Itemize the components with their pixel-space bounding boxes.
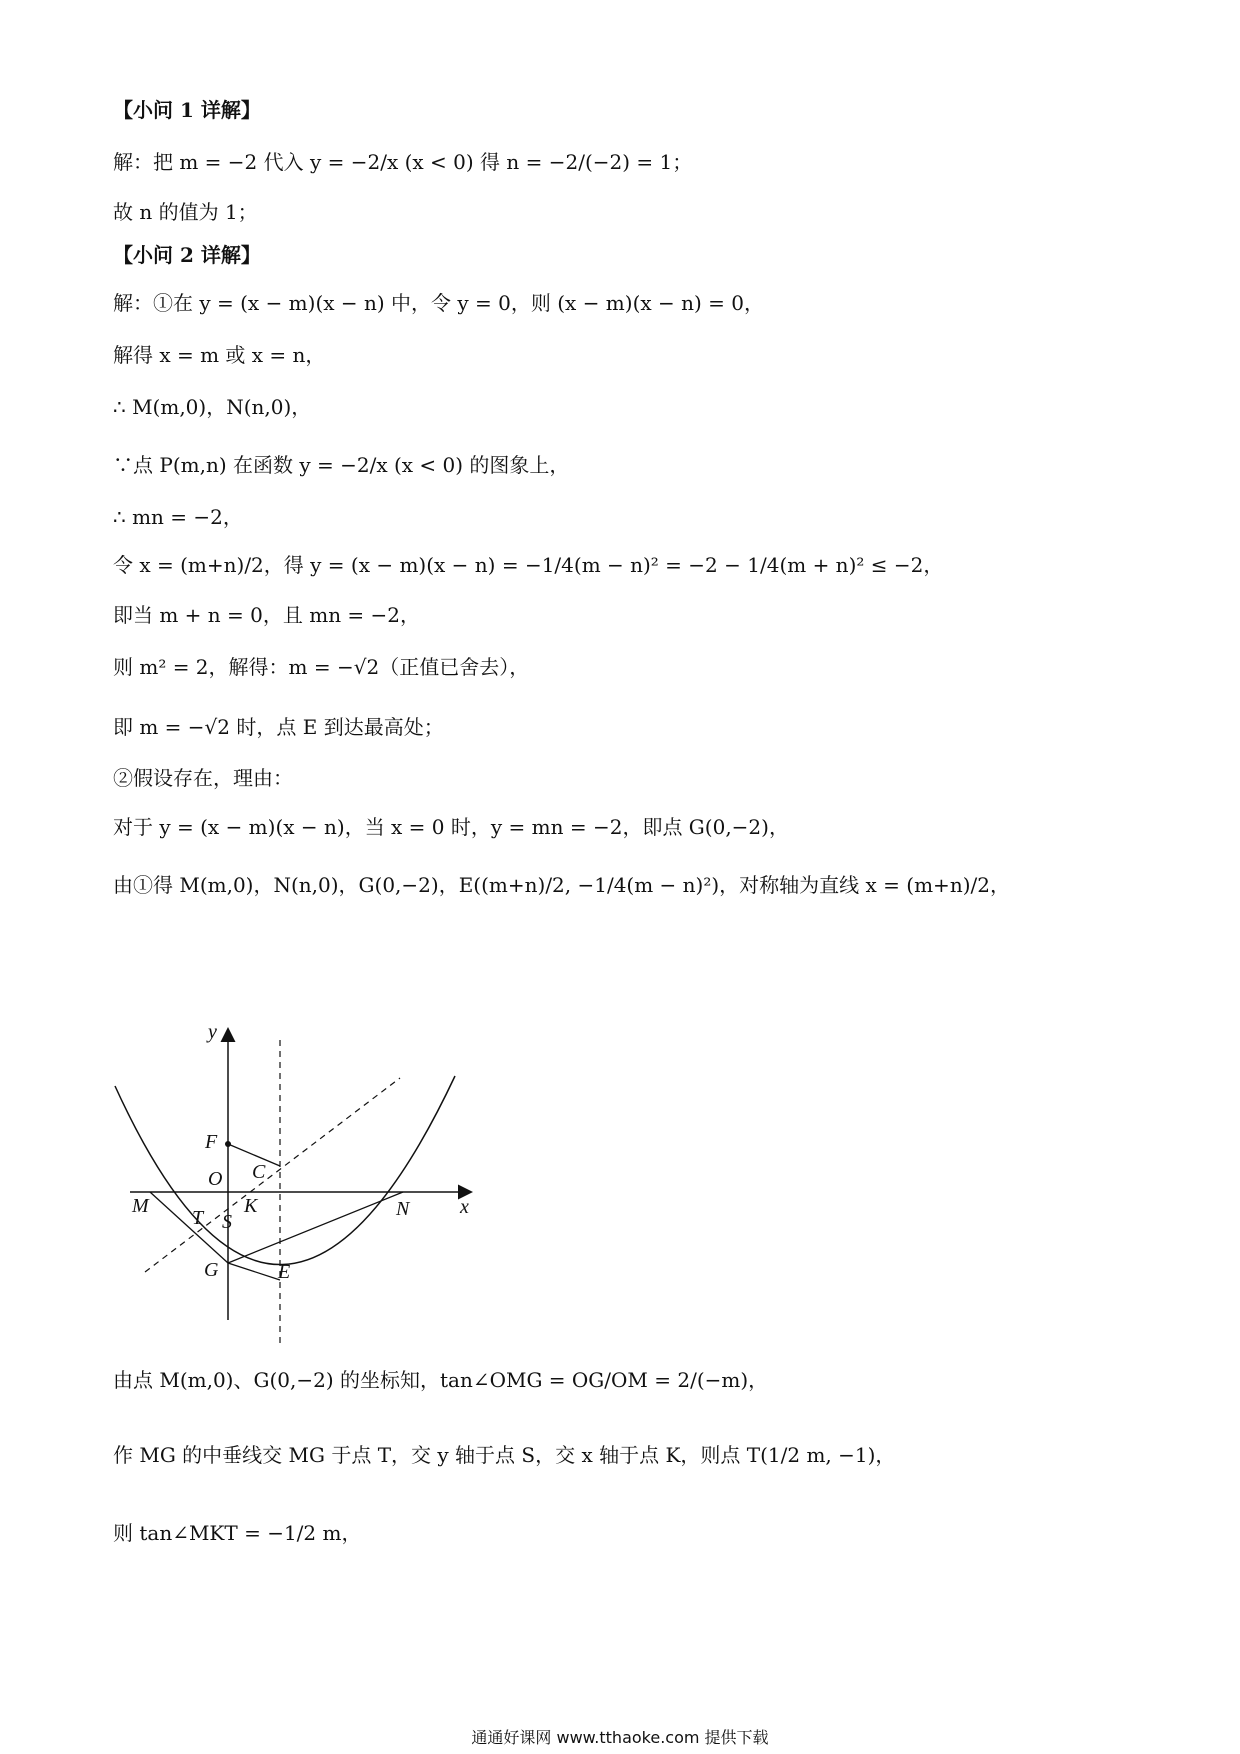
solution-line: 对于 y = (x − m)(x − n)，当 x = 0 时，y = mn = −2，即点 G(0,−2)， (113, 815, 789, 839)
perpendicular-bisector (145, 1078, 400, 1272)
label-t: T (192, 1207, 204, 1229)
solution-line: 由点 M(m,0)、G(0,−2) 的坐标知，tan∠OMG = OG/OM = 2/(−m)， (113, 1368, 769, 1392)
section-heading-1: 【小问 1 详解】 (113, 98, 261, 122)
solution-line: ∵点 P(m,n) 在函数 y = −2/x (x < 0) 的图象上， (113, 453, 570, 477)
parabola-diagram (110, 1020, 490, 1350)
solution-line: 则 m² = 2，解得：m = −√2（正值已舍去）， (113, 655, 530, 679)
label-f: F (205, 1131, 218, 1153)
solution-line: 故 n 的值为 1； (113, 200, 258, 224)
section-heading-2: 【小问 2 详解】 (113, 243, 261, 267)
solution-line: 即 m = −√2 时，点 E 到达最高处； (113, 715, 444, 739)
label-y: y (208, 1021, 217, 1043)
page-footer: 通通好课网 www.tthaoke.com 提供下载 (471, 1728, 769, 1747)
solution-line: ∴ M(m,0)，N(n,0)， (113, 395, 312, 419)
label-k: K (244, 1195, 258, 1217)
segment-mg (150, 1192, 228, 1263)
label-m: M (132, 1195, 149, 1217)
solution-line: 作 MG 的中垂线交 MG 于点 T，交 y 轴于点 S，交 x 轴于点 K，则点 T(1/2 m, −1)， (113, 1443, 896, 1467)
label-g: G (204, 1259, 219, 1281)
solution-line: 则 tan∠MKT = −1/2 m， (113, 1521, 362, 1545)
label-x: x (460, 1196, 469, 1218)
solution-line: ②假设存在，理由： (113, 766, 293, 790)
solution-line: 解：①在 y = (x − m)(x − n) 中，令 y = 0，则 (x − m)(x − n) = 0， (113, 291, 765, 315)
solution-line: 解：把 m = −2 代入 y = −2/x (x < 0) 得 n = −2/(−2) = 1； (113, 150, 693, 174)
label-e: E (278, 1261, 291, 1283)
solution-line: ∴ mn = −2， (113, 505, 243, 529)
label-o: O (208, 1168, 223, 1190)
solution-line: 由①得 M(m,0)，N(n,0)，G(0,−2)，E((m+n)/2, −1/4(m − n)²)，对称轴为直线 x = (m+n)/2， (113, 873, 1010, 897)
solution-line: 即当 m + n = 0，且 mn = −2， (113, 603, 421, 627)
parabola-curve (115, 1076, 455, 1265)
solution-line: 解得 x = m 或 x = n， (113, 343, 326, 367)
segment-ge (228, 1263, 280, 1280)
label-n: N (396, 1198, 410, 1220)
solution-line: 令 x = (m+n)/2，得 y = (x − m)(x − n) = −1/4(m − n)² = −2 − 1/4(m + n)² ≤ −2， (113, 553, 944, 577)
point-f (225, 1141, 231, 1147)
label-c: C (252, 1161, 266, 1183)
label-s: S (222, 1211, 232, 1233)
